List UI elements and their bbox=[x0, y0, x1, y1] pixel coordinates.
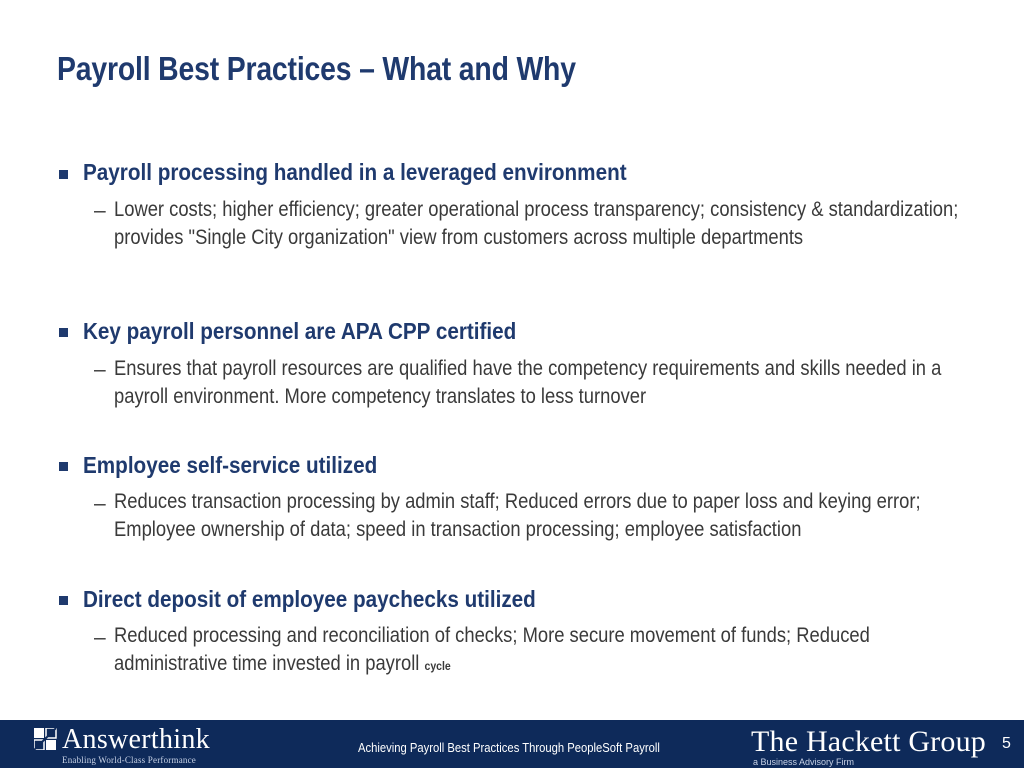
hackett-group-tagline: a Business Advisory Firm bbox=[753, 757, 855, 767]
page-number: 5 bbox=[1002, 735, 1011, 752]
section-heading-self-service: Employee self-service utilized bbox=[83, 452, 378, 478]
section-detail-leveraged-environment: Lower costs; higher efficiency; greater operational process transparency; consistency & standardization; provides "Single City organization" view from customers across multiple departments bbox=[114, 198, 959, 249]
section-detail-direct-deposit bbox=[114, 622, 972, 680]
section-heading-apa-cpp: Key payroll personnel are APA CPP certified bbox=[83, 318, 517, 344]
dash-bullet: – bbox=[94, 492, 106, 515]
hackett-group-logo: The Hackett Group bbox=[751, 725, 986, 758]
answerthink-logo-tagline: Enabling World-Class Performance bbox=[62, 755, 196, 765]
square-bullet-icon bbox=[59, 170, 68, 179]
square-bullet-icon bbox=[59, 328, 68, 337]
slide-title: Payroll Best Practices – What and Why bbox=[57, 50, 576, 87]
section-detail-suffix: cycle bbox=[424, 659, 451, 673]
dash-bullet: – bbox=[94, 626, 106, 649]
section-detail-self-service: Reduces transaction processing by admin staff; Reduced errors due to paper loss and keying error; Employee ownership of data; speed in transaction processing; employee satisfaction bbox=[114, 490, 921, 541]
section-heading-direct-deposit: Direct deposit of employee paychecks utilized bbox=[83, 586, 536, 612]
square-bullet-icon bbox=[59, 462, 68, 471]
answerthink-logo-name: Answerthink bbox=[62, 724, 210, 755]
section-detail-apa-cpp: Ensures that payroll resources are qualified have the competency requirements and skills needed in a payroll environment. More competency translates to less turnover bbox=[114, 357, 942, 408]
square-bullet-icon bbox=[59, 596, 68, 605]
footer-presentation-title: Achieving Payroll Best Practices Through PeopleSoft Payroll bbox=[358, 741, 660, 755]
dash-bullet: – bbox=[94, 199, 106, 222]
answerthink-logo-icon bbox=[34, 728, 58, 750]
footer-bar bbox=[0, 720, 1024, 768]
section-heading-leveraged-environment: Payroll processing handled in a leveraged environment bbox=[83, 159, 627, 185]
section-detail-direct-deposit-text: Reduced processing and reconciliation of checks; More secure movement of funds; Reduced administrative time invested in payroll bbox=[114, 624, 870, 675]
dash-bullet: – bbox=[94, 358, 106, 381]
